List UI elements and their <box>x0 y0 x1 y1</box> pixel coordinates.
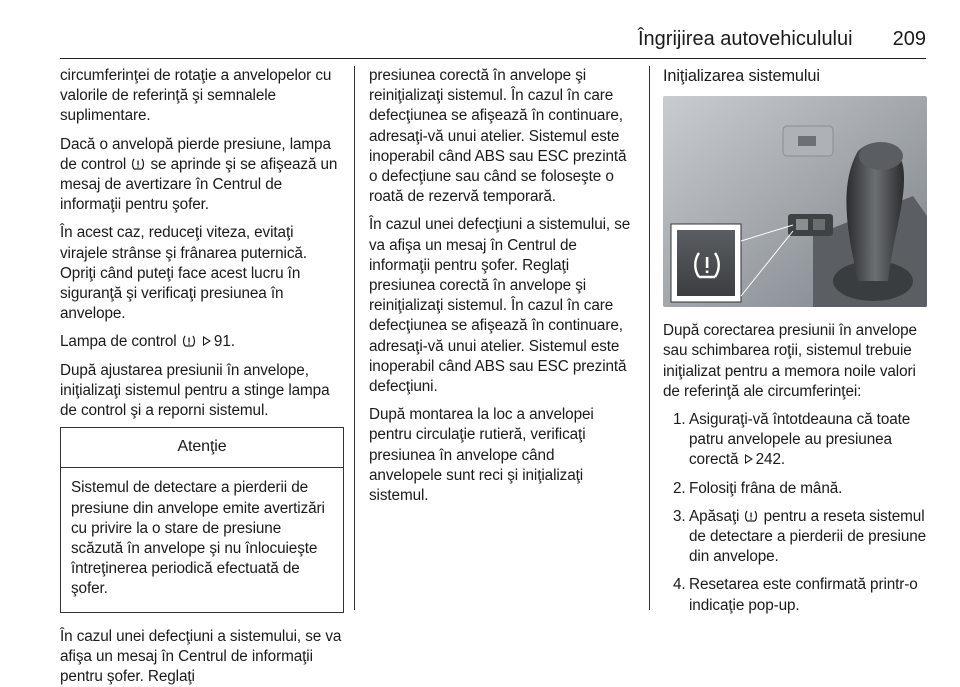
paragraph: După ajustarea presiunii în anvelope, iniţializaţi sistemul pentru a stinge lampa de control şi a reporni sistemul. <box>60 361 330 420</box>
paragraph: După montarea la loc a anvelopei pentru circulaţie rutieră, verificaţi presiunea în anvelope când anvelopele sunt reci şi iniţializaţi sistemul. <box>369 406 594 505</box>
tire-pressure-warning-icon <box>744 509 758 523</box>
section-title: Iniţializarea sistemului <box>663 67 820 85</box>
center-console-illustration <box>663 96 927 307</box>
column-1 <box>60 66 344 687</box>
notice-box <box>60 427 344 612</box>
list-item: 3. Apăsaţi pentru a reseta sistemul de detectare a pierderii de presiune din anvelope. <box>673 507 927 566</box>
page-reference-link[interactable]: 242. <box>755 451 785 469</box>
paragraph: În cazul unei defecţiuni a sistemului, se va afişa un mesaj în Centrul de informaţii pentru şofer. Reglaţi <box>60 627 342 686</box>
notice-title: Atenţie <box>61 428 343 468</box>
paragraph: În cazul unei defecţiuni a sistemului, se va afişa un mesaj în Centrul de informaţii pentru şofer. Reglaţi presiunea corectă în anvelope şi reiniţializaţi sistemul. În cazul în care defecţiunea se afişează în continuare, adresaţi-vă unui atelier. Sistemul este inoperabil când ABS sau ESC prezintă defecţiuni. <box>369 216 631 396</box>
list-item: 1. Asiguraţi-vă întotdeauna că toate patru anvelopele au presiunea corectă 242. <box>673 411 911 469</box>
page-reference-arrow-icon <box>745 454 753 464</box>
console-photo <box>663 96 927 307</box>
paragraph: circumferinţei de rotaţie a anvelopelor cu valorile de referinţă şi semnalele suplimentare. <box>60 67 332 125</box>
steps-list <box>663 410 927 616</box>
paragraph: În acest caz, reduceţi viteza, evitaţi virajele strânse şi frânarea puternică. Opriţi când puteţi face acest lucru în siguranţă şi verificaţi presiunea în anvelope. <box>60 224 307 323</box>
page-reference-arrow-icon <box>203 336 211 346</box>
tire-pressure-warning-icon <box>182 334 196 348</box>
tire-pressure-warning-icon <box>131 157 145 171</box>
list-item: 4. Resetarea este confirmată printr-o indicaţie pop-up. <box>673 576 918 614</box>
column-3 <box>663 66 927 624</box>
page-number: 209 <box>892 28 926 50</box>
page-reference-link[interactable]: 91. <box>213 333 235 351</box>
page-header <box>60 28 926 56</box>
paragraph: presiunea corectă în anvelope şi reiniţializaţi sistemul. În cazul în care defecţiunea se afişează în continuare, adresaţi-vă unui atelier. Sistemul este inoperabil când ABS sau ESC prezintă o defecţiune sau când se foloseşte o roată de rezervă temporară. <box>369 67 627 206</box>
header-rule <box>60 58 926 59</box>
header-title: Îngrijirea autovehiculului <box>638 28 853 50</box>
paragraph: După corectarea presiunii în anvelope sau schimbarea roţii, sistemul trebuie iniţializat pentru a memora noile valori de referinţă ale circumferinţei: <box>663 322 917 400</box>
paragraph: Dacă o anvelopă pierde presiune, lampa de control se aprinde şi se afişează un mesaj de avertizare în Centrul de informaţii pentru şofer. <box>60 135 338 214</box>
list-item: 2. Folosiţi frâna de mână. <box>673 479 843 497</box>
column-divider <box>354 66 355 610</box>
column-2 <box>369 66 631 514</box>
paragraph: Lampa de control 91. <box>60 333 235 351</box>
notice-body: Sistemul de detectare a pierderii de presiune din anvelope emite avertizări cu privire la o stare de presiune scăzută în anvelope şi nu înlocuieşte întreţinerea periodică efectuată de şofer. <box>71 479 325 598</box>
column-divider <box>649 66 650 610</box>
